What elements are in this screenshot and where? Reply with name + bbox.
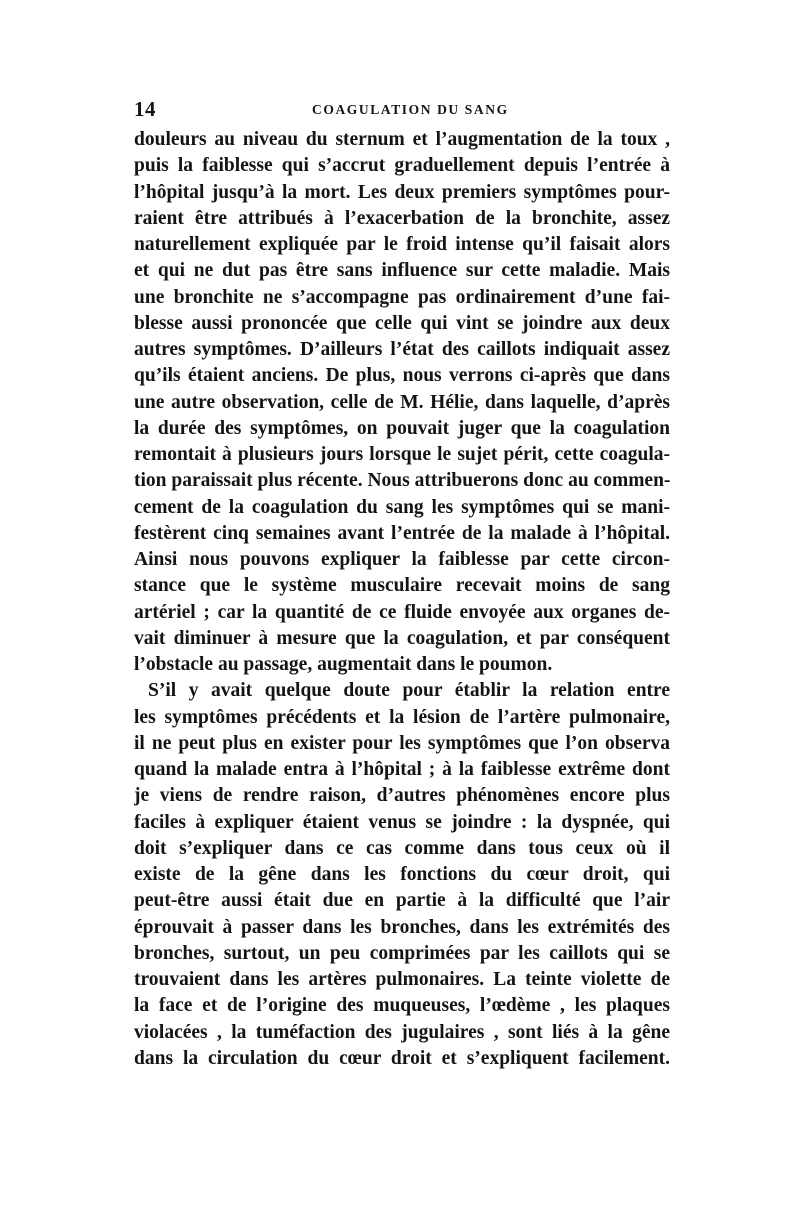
text-line: naturellement expliquée par le froid intense qu’il faisait alors xyxy=(134,234,670,255)
text-line: festèrent cinq semaines avant l’entrée de la malade à l’hôpital. xyxy=(134,522,670,544)
text-line: stance que le système musculaire recevait moins de sang xyxy=(134,575,670,597)
text-line: peut-être aussi était due en partie à la difficulté que l’air xyxy=(134,890,670,912)
text-line: Ainsi nous pouvons expliquer la faiblesse par cette circon- xyxy=(134,549,670,570)
text-line: l’obstacle au passage, augmentait dans le poumon. xyxy=(134,654,553,675)
text-line: tion paraissait plus récente. Nous attribuerons donc au commen- xyxy=(134,470,670,492)
text-line: la durée des symptômes, on pouvait juger que la coagulation xyxy=(134,417,670,439)
text-line: douleurs au niveau du sternum et l’augmentation de la toux , xyxy=(134,129,670,150)
body-text xyxy=(134,127,670,1072)
text-line: doit s’expliquer dans ce cas comme dans tous ceux où il xyxy=(134,837,670,859)
text-line: dans la circulation du cœur droit et s’expliquent facilement. xyxy=(134,1047,670,1069)
text-line: existe de la gêne dans les fonctions du cœur droit, qui xyxy=(134,864,670,885)
text-line: une bronchite ne s’accompagne pas ordinairement d’une fai- xyxy=(134,286,670,308)
text-line: violacées , la tuméfaction des jugulaires , sont liés à la gêne xyxy=(134,1021,670,1043)
text-line: l’hôpital jusqu’à la mort. Les deux premiers symptômes pour- xyxy=(134,181,670,203)
running-head xyxy=(134,97,670,121)
text-line: puis la faiblesse qui s’accrut graduellement depuis l’entrée à xyxy=(134,155,670,177)
page-number: 14 xyxy=(134,97,156,121)
text-line: les symptômes précédents et la lésion de l’artère pulmonaire, xyxy=(134,706,670,728)
text-line: je viens de rendre raison, d’autres phénomènes encore plus xyxy=(134,785,670,807)
text-line: vait diminuer à mesure que la coagulation, et par conséquent xyxy=(134,627,670,649)
text-line: remontait à plusieurs jours lorsque le sujet périt, cette coagula- xyxy=(134,444,670,465)
text-line: S’il y avait quelque doute pour établir la relation entre xyxy=(148,680,670,702)
text-line: éprouvait à passer dans les bronches, dans les extrémités des xyxy=(134,916,670,938)
text-line: faciles à expliquer étaient venus se joindre : la dyspnée, qui xyxy=(134,811,670,833)
text-line: blesse aussi prononcée que celle qui vint se joindre aux deux xyxy=(134,312,670,334)
text-line: la face et de l’origine des muqueuses, l’œdème , les plaques xyxy=(134,995,670,1017)
text-line: autres symptômes. D’ailleurs l’état des caillots indiquait assez xyxy=(134,339,670,360)
text-line: bronches, surtout, un peu comprimées par les caillots qui se xyxy=(134,942,670,964)
text-line: cement de la coagulation du sang les symptômes qui se mani- xyxy=(134,496,670,518)
text-line: qu’ils étaient anciens. De plus, nous verrons ci-après que dans xyxy=(134,365,670,387)
text-line: trouvaient dans les artères pulmonaires. La teinte violette de xyxy=(134,969,670,990)
text-line: il ne peut plus en exister pour les symptômes que l’on observa xyxy=(134,732,670,754)
text-line: quand la malade entra à l’hôpital ; à la faiblesse extrême dont xyxy=(134,759,670,780)
running-title: COAGULATION DU SANG xyxy=(312,102,509,117)
text-line: raient être attribués à l’exacerbation de la bronchite, assez xyxy=(134,207,670,229)
text-line: une autre observation, celle de M. Hélie, dans laquelle, d’après xyxy=(134,391,670,413)
text-line: et qui ne dut pas être sans influence sur cette maladie. Mais xyxy=(134,260,670,282)
text-line: artériel ; car la quantité de ce fluide envoyée aux organes de- xyxy=(134,601,670,623)
